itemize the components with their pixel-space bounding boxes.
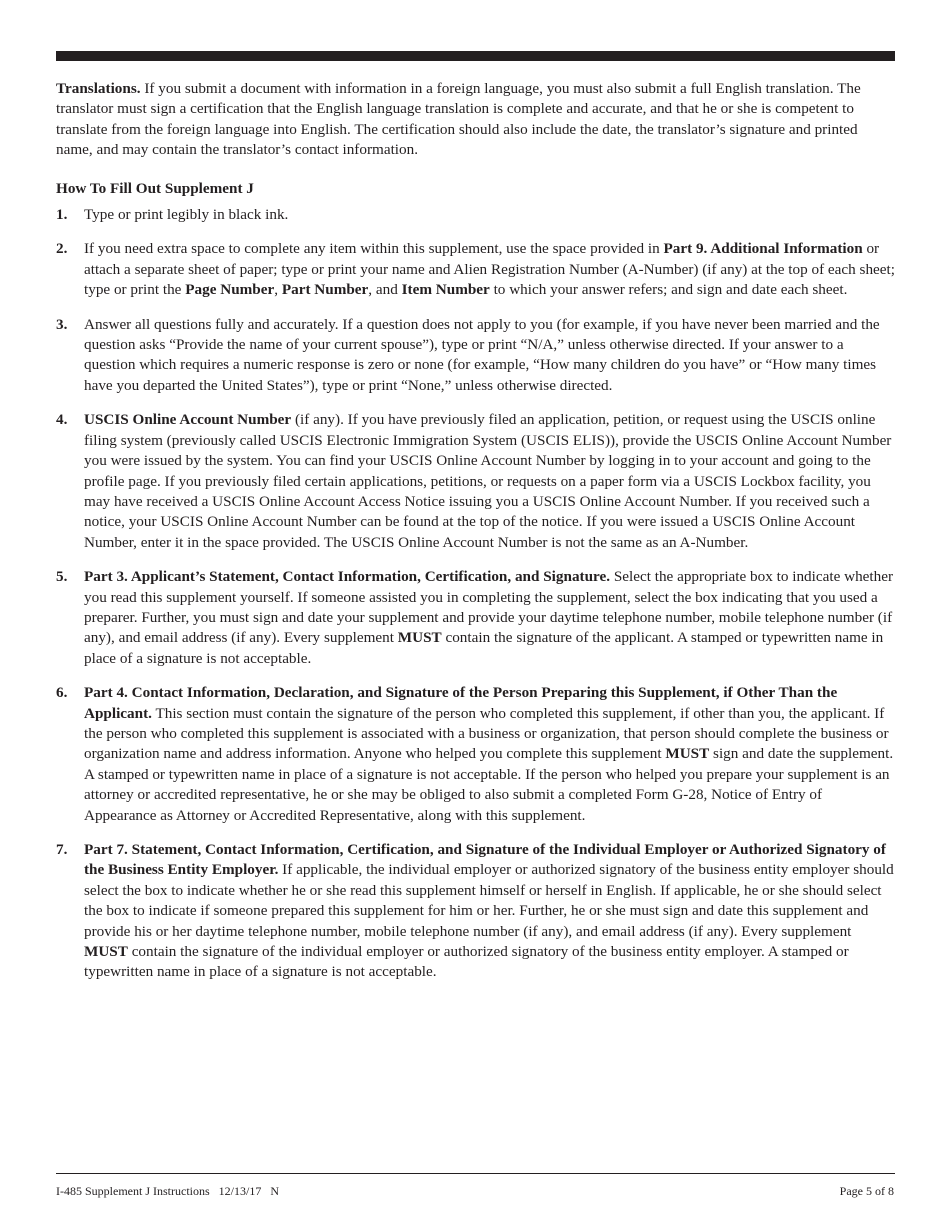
item-text: contain the signature of the individual employer or authorized signatory of the business entity employer. A stamped or typewritten name in place of a signature is not acceptable. <box>84 943 849 981</box>
item-number: 4. <box>56 411 68 429</box>
item-number: 3. <box>56 315 68 333</box>
list-item-2 <box>56 239 896 300</box>
item-number: 2. <box>56 240 68 258</box>
list-item-5 <box>56 567 896 669</box>
item-text: or attach a separate sheet of paper; type or print your name and Alien Registration Number (A-Number) (if any) at the top of each sheet; type or print the <box>84 240 895 299</box>
item-text: contain the signature of the applicant. A stamped or typewritten name in place of a signature is not acceptable. <box>84 629 884 667</box>
item-text: If applicable, the individual employer or authorized signatory of the business entity employer should select the box to indicate whether he or she read this supplement himself or herself in English. If applicable, he or she should select the box to indicate if someone prepared this supplement for him or her. Further, he or she must sign and date this supplement and provide his or her daytime telephone number, mobile telephone number (if any), and email address (if any). Every supplement <box>84 861 894 940</box>
item-number: 1. <box>56 206 68 224</box>
item-emphasis: Part 3. Applicant’s Statement, Contact Information, Certification, and Signature. <box>84 568 611 586</box>
item-emphasis: MUST <box>84 943 128 961</box>
item-emphasis: Part 7. Statement, Contact Information, Certification, and Signature of the Individual Employer or Authorized Signatory of the Business Entity Employer. <box>84 841 886 879</box>
item-text: , and <box>368 281 402 299</box>
instructions-body <box>56 79 896 983</box>
item-emphasis: Part Number <box>281 281 369 299</box>
footer-rule <box>56 1173 895 1174</box>
item-text: Type or print legibly in black ink. <box>84 206 289 224</box>
top-rule <box>56 51 895 61</box>
translations-label: Translations. <box>56 80 141 97</box>
translations-paragraph <box>56 79 896 161</box>
section-heading: How To Fill Out Supplement J <box>56 179 254 197</box>
list-item-6 <box>56 683 896 826</box>
item-emphasis: MUST <box>397 629 442 647</box>
footer-form-id: I-485 Supplement J Instructions 12/13/17 N <box>56 1184 279 1198</box>
item-emphasis: USCIS Online Account Number <box>84 411 292 429</box>
item-emphasis: Item Number <box>401 281 490 299</box>
list-item-4 <box>56 410 896 553</box>
item-number: 7. <box>56 841 68 858</box>
item-emphasis: Page Number <box>185 281 275 299</box>
item-emphasis: MUST <box>665 745 710 763</box>
item-text: Select the appropriate box to indicate whether you read this supplement yourself. If someone assisted you in completing the supplement, select the box indicating that you used a preparer. Further, you must sign and date your supplement and provide your daytime telephone number, mobile telephone number (if any), and email address (if any). Every supplement <box>84 568 894 647</box>
item-text: to which your answer refers; and sign and date each sheet. <box>489 281 848 299</box>
item-text: If you need extra space to complete any item within this supplement, use the space provided in <box>84 240 664 258</box>
item-text: This section must contain the signature of the person who completed this supplement, if other than you, the applicant. If the person who completed this supplement is associated with a business or organization, that person should complete the business or organization name and address information. Anyone who helped you complete this supplement <box>84 704 889 763</box>
footer-page-number: Page 5 of 8 <box>839 1184 894 1198</box>
list-item-3 <box>56 315 896 397</box>
item-number: 5. <box>56 568 68 586</box>
translations-text: If you submit a document with information in a foreign language, you must also submit a full English translation. The translator must sign a certification that the English language translation is complete and accurate, and that he or she is competent to translate from the foreign language into English. The certification should also include the date, the translator’s signature and printed name, and may contain the translator’s contact information. <box>56 80 861 159</box>
item-emphasis: Part 9. Additional Information <box>663 240 863 258</box>
list-item-1 <box>56 205 896 225</box>
item-text: Answer all questions fully and accurately. If a question does not apply to you (for example, if you have never been married and the question asks “Provide the name of your current spouse”), type or print “N/A,” unless otherwise directed. If your answer to a question which requires a numeric response is zero or none (for example, “How many children do you have” or “How many times have you departed the United States”), type or print “None,” unless otherwise directed. <box>84 315 880 394</box>
item-text: sign and date the supplement. A stamped or typewritten name in place of a signature is not acceptable. If the person who helped you prepare your supplement is an attorney or accredited representative, he or she may be obliged to also submit a completed Form G-28, Notice of Entry of Appearance as Attorney or Accredited Representative, along with this supplement. <box>84 745 894 824</box>
item-text: , <box>274 281 282 299</box>
item-number: 6. <box>56 684 68 702</box>
item-text: (if any). If you have previously filed an application, petition, or request using the USCIS online filing system (previously called USCIS Electronic Immigration System (USCIS ELIS)), provide the USCIS Online Account Number you were issued by the system. You can find your USCIS Online Account Number by logging in to your account and going to the profile page. If you previously filed certain applications, petitions, or requests on a paper form via a USCIS Lockbox facility, you may have received a USCIS Online Account Access Notice issuing you a USCIS Online Account Number. If you received such a notice, your USCIS Online Account Number can be found at the top of the notice. If you were issued a USCIS Online Account Number, enter it in the space provided. The USCIS Online Account Number is not the same as an A-Number. <box>84 411 892 551</box>
item-emphasis: Part 4. Contact Information, Declaration, and Signature of the Person Preparing this Supplement, if Other Than the Applicant. <box>84 684 838 722</box>
list-item-7 <box>56 840 896 983</box>
